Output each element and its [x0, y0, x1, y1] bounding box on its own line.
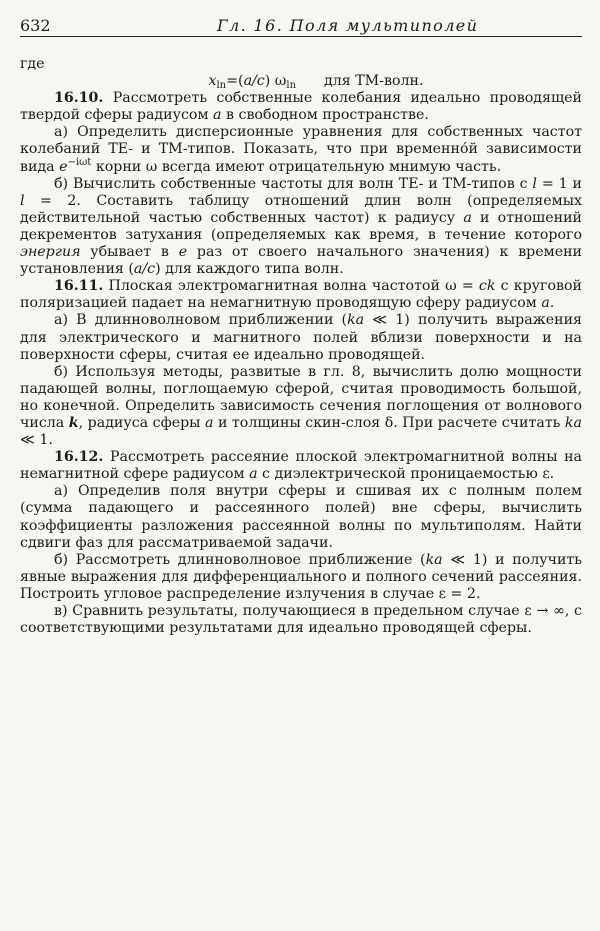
page-body: [20, 56, 582, 637]
where-word: где: [20, 56, 45, 72]
problem-16-10-a: а) Определить дисперсионные уравнения для собственных частот колебаний ТЕ- и ТМ-типов. Показать, что при временно́й зависимости вида $e^{-i\omega t}$ корни ω всегда имеют отрицательную мнимую часть.: [20, 124, 582, 175]
page-number: 632: [20, 16, 51, 35]
problem-16-10: 16.10. Рассмотреть собственные колебания идеально проводящей твердой сферы радиусом a в свободном пространстве.: [20, 90, 582, 124]
problem-16-11-a: а) В длинноволновом приближении (ka ≪ 1) получить выражения для электрического и магнитного полей вблизи поверхности и на поверхности сферы, считая ее идеально проводящей.: [20, 312, 582, 363]
formula-xln: $x_{ln}=(a/c)$ $\omega_{ln}$ для ТМ-волн.: [208, 73, 424, 92]
problem-16-11-b: б) Используя методы, развитые в гл. 8, вычислить долю мощности падающей волны, поглощаемую сферой, считая проводимость большой, но конечной. Определить зависимость сечения поглощения от волнового числа k, радиуса сферы a и толщины скин-слоя δ. При расчете считать ka ≪ 1.: [20, 363, 582, 449]
problem-16-12-a: а) Определив поля внутри сферы и сшивая их с полным полем (сумма падающего и рассеянного полей) вне сферы, вычислить коэффициенты разложения рассеянной волны по мультиполям. Найти сдвиги фаз для рассматриваемой задачи.: [20, 483, 582, 551]
problem-16-12: 16.12. Рассмотреть рассеяние плоской электромагнитной волны на немагнитной сфере радиусом a с диэлектрической проницаемостью ε.: [20, 449, 583, 483]
running-title: Гл. 16. Поля мультиполей: [217, 16, 479, 35]
page-header: [20, 14, 582, 37]
problem-16-12-c: в) Сравнить результаты, получающиеся в предельном случае ε → ∞, с соответствующими результатами для идеально проводящей сферы.: [20, 603, 582, 637]
problem-16-11: 16.11. Плоская электромагнитная волна частотой ω = ck с круговой поляризацией падает на немагнитную проводящую сферу радиусом a.: [20, 278, 582, 312]
problem-16-10-b: б) Вычислить собственные частоты для волн ТЕ- и ТМ-типов с l = 1 и l = 2. Составить таблицу отношений длин волн (определяемых действительной частью собственных частот) к радиусу a и отношений декрементов затухания (определяемых как время, в течение которого энергия убывает в e раз от своего начального значения) к времени установления (a/c) для каждого типа волн.: [20, 175, 583, 278]
problem-16-12-b: б) Рассмотреть длинноволновое приближение (ka ≪ 1) и получить явные выражения для дифференциального и полного сечений рассеяния. Построить угловое распределение излучения в случае ε = 2.: [20, 551, 582, 602]
